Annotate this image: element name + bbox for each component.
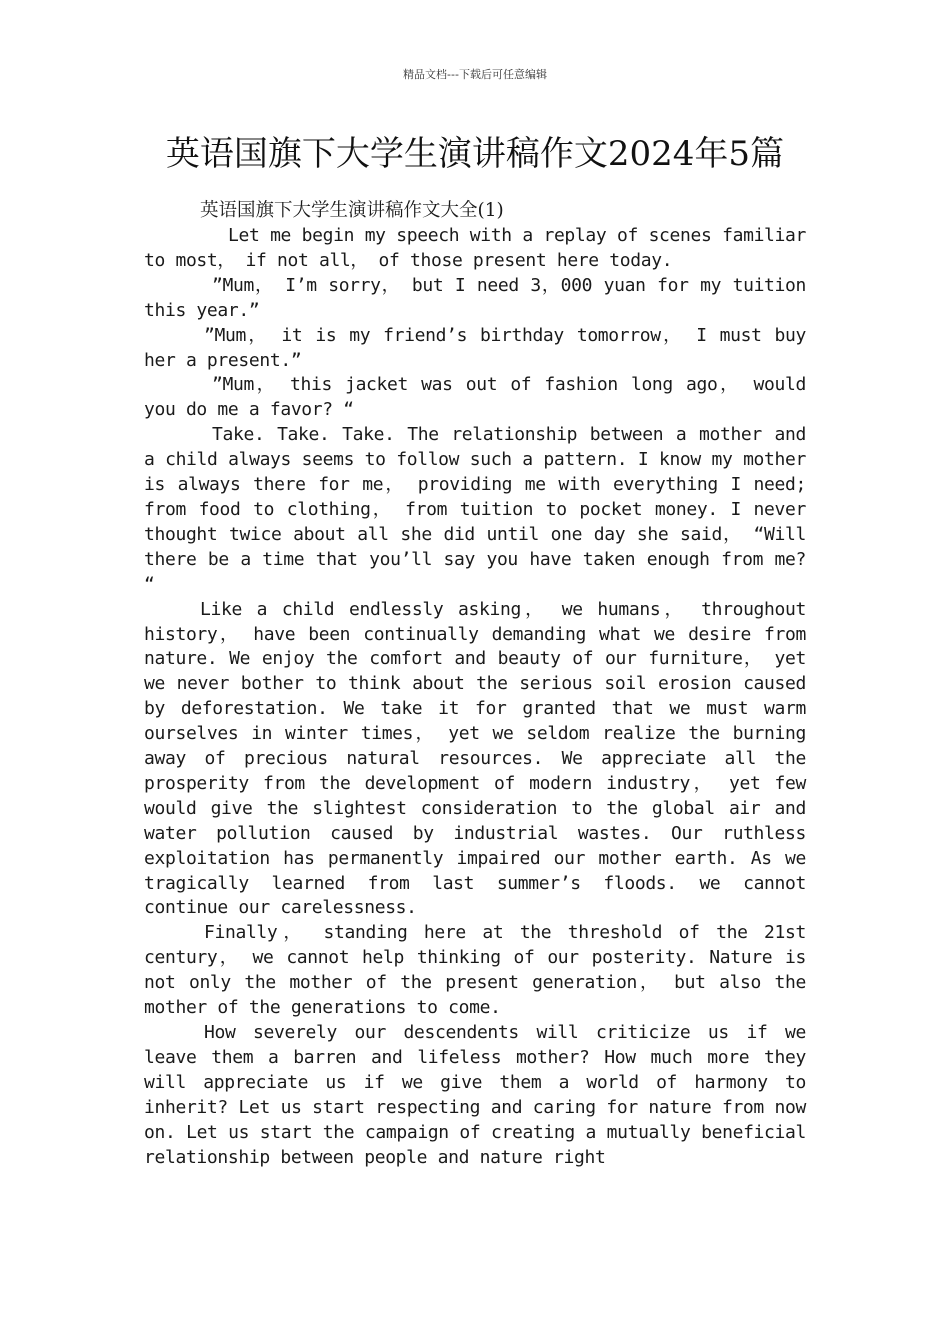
paragraph-nature: Like a child endlessly asking， we humans， throughout history， have been continually demanding what we desire from nature. We enjoy the comfort and beauty of our furniture， yet we never bother to think about the serious soil erosion caused by deforestation. We take it for granted that we must warm ourselves in winter times， yet we seldom realize the burning away of precious natural resources. We appreciate all the prosperity from the development of modern industry， yet few would give the slightest consideration to the global air and water pollution caused by industrial wastes. Our ruthless exploitation has permanently impaired our mother earth. As we tragically learned from last summer’s floods. we cannot continue our carelessness. <box>144 598 806 919</box>
paragraph-quote-birthday: ”Mum， it is my friend’s birthday tomorrow， I must buy her a present.” <box>144 324 806 371</box>
paragraph-quote-jacket: ”Mum， this jacket was out of fashion long ago， would you do me a favor? “ <box>144 374 806 421</box>
paragraph-quote-tuition: ”Mum， I’m sorry， but I need 3，000 yuan for my tuition this year.” <box>144 274 806 321</box>
paragraph-intro: Let me begin my speech with a replay of scenes familiar to most， if not all， of those present here today. <box>144 225 806 271</box>
paragraph-descendents: How severely our descendents will criticize us if we leave them a barren and lifeless mother? How much more they will appreciate us if we give them a world of harmony to inherit? Let us start respecting and caring for nature from now on. Let us start the campaign of creating a mutually beneficial relationship between people and nature right <box>144 1022 806 1168</box>
document-body <box>144 198 806 1170</box>
paragraph-take: Take. Take. Take. The relationship between a mother and a child always seems to follow such a pattern. I know my mother is always there for me， providing me with everything I need; from food to clothing， from tuition to pocket money. I never thought twice about all she did until one day she said， “Will there be a time that you’ll say you have taken enough from me? “ <box>144 424 806 595</box>
document-title: 英语国旗下大学生演讲稿作文2024年5篇 <box>165 134 785 174</box>
page-header-note: 精品文档---下载后可任意编辑 <box>403 68 547 81</box>
section-heading: 英语国旗下大学生演讲稿作文大全(1) <box>200 200 504 221</box>
paragraph-finally: Finally， standing here at the threshold of the 21st century， we cannot help thinking of our posterity. Nature is not only the mother of the present generation， but also the mother of the generations to come. <box>144 922 806 1019</box>
